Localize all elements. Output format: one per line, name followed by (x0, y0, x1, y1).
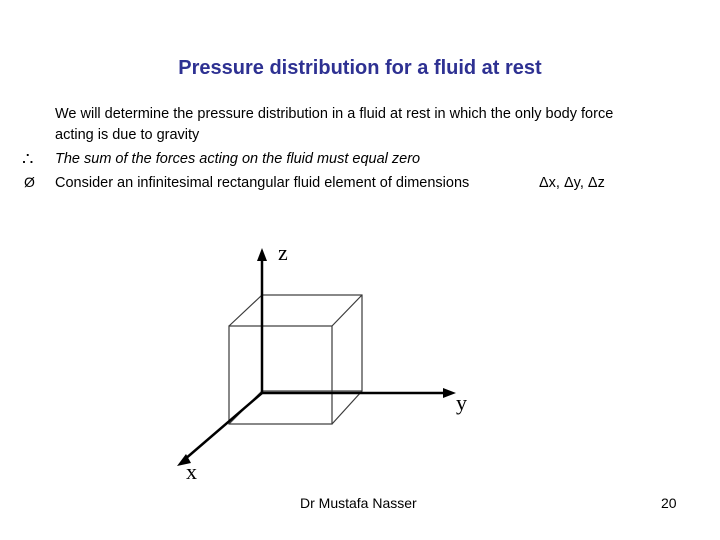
z-axis-arrowhead (257, 248, 267, 261)
slide-title: Pressure distribution for a fluid at rest (178, 57, 542, 79)
element-statement: Consider an infinitesimal rectangular fluid element of dimensions (55, 175, 470, 191)
dimensions-text: Δx, Δy, Δz (539, 175, 605, 191)
cube-back-face (262, 295, 362, 391)
intro-text-line-2: acting is due to gravity (55, 127, 200, 143)
x-axis-line (184, 393, 262, 460)
y-axis-label: y (456, 390, 467, 415)
x-axis-label: x (186, 459, 197, 484)
arrow-bullet-icon: Ø (24, 174, 35, 190)
footer-page-number: 20 (661, 495, 677, 511)
cube-edge-top-left (229, 295, 262, 326)
intro-text-line-1: We will determine the pressure distribution in a fluid at rest in which the only body force (55, 106, 614, 122)
forces-statement: The sum of the forces acting on the fluid must equal zero (55, 151, 421, 167)
y-axis-arrowhead (443, 388, 456, 398)
footer-author: Dr Mustafa Nasser (300, 495, 417, 511)
therefore-icon: ∴ (22, 149, 34, 169)
cube-edge-top-right (332, 295, 362, 326)
cube-edge-bottom-right (332, 391, 362, 424)
z-axis-label: z (278, 240, 288, 265)
